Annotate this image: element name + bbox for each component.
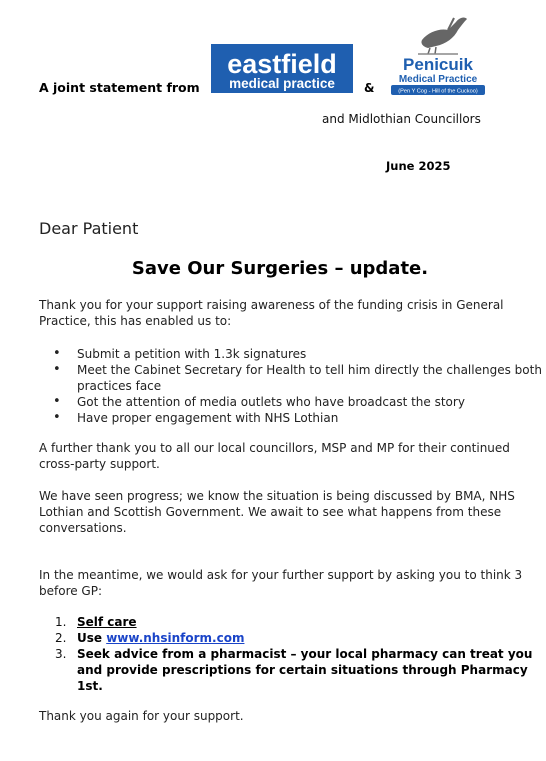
eastfield-logo xyxy=(211,44,353,93)
ampersand: & xyxy=(364,81,375,95)
list-item xyxy=(55,614,546,630)
letter-date: June 2025 xyxy=(386,159,451,173)
eastfield-logo-line1: eastfield xyxy=(227,49,337,79)
list-item xyxy=(55,630,546,646)
nhsinform-link[interactable]: www.nhsinform.com xyxy=(106,631,245,645)
list-item xyxy=(55,646,546,694)
eastfield-logo-line2: medical practice xyxy=(229,76,335,91)
self-care-link[interactable]: Self care xyxy=(77,615,137,629)
step-number: 2. xyxy=(55,631,67,645)
step-prefix: Use xyxy=(77,631,107,645)
joint-statement-label: A joint statement from xyxy=(39,80,200,95)
thanks-councillors-paragraph: A further thank you to all our local councillors, MSP and MP for their continued cross-party support. xyxy=(39,441,510,471)
closing-line: Thank you again for your support. xyxy=(39,709,244,723)
intro-paragraph: Thank you for your support raising awareness of the funding crisis in General Practice, this has enabled us to: xyxy=(39,298,504,328)
penicuik-logo-tagline: (Pen Y Cog - Hill of the Cuckoo) xyxy=(398,88,478,95)
think-3-before-gp-list xyxy=(39,614,546,694)
request-paragraph: In the meantime, we would ask for your further support by asking you to think 3 before GP: xyxy=(39,568,523,598)
achievements-list xyxy=(39,346,546,426)
penicuik-logo-line2: Medical Practice xyxy=(398,74,478,85)
list-item: • Have proper engagement with NHS Lothian xyxy=(77,410,546,426)
greeting: Dear Patient xyxy=(39,219,139,238)
eastfield-logo-graphic xyxy=(211,44,353,93)
progress-paragraph: We have seen progress; we know the situation is being discussed by BMA, NHS Lothian and Scottish Government. We await to see what happens from these conversations. xyxy=(39,489,515,535)
letter-title: Save Our Surgeries – update. xyxy=(131,258,429,279)
list-item: • Submit a petition with 1.3k signatures xyxy=(77,346,546,362)
cuckoo-bird-icon xyxy=(418,18,467,54)
penicuik-logo-graphic xyxy=(388,14,488,98)
pharmacist-advice-text: Seek advice from a pharmacist – your local pharmacy can treat you and provide prescriptions for certain situations through Pharmacy 1st. xyxy=(77,647,533,693)
list-item: • Got the attention of media outlets who have broadcast the story xyxy=(77,394,546,410)
step-number: 3. xyxy=(55,647,67,661)
penicuik-logo xyxy=(388,14,488,98)
councillors-line: and Midlothian Councillors xyxy=(322,112,481,126)
penicuik-logo-line1: Penicuik xyxy=(403,55,473,74)
list-item: • Meet the Cabinet Secretary for Health to tell him directly the challenges both practices face xyxy=(77,362,546,394)
step-number: 1. xyxy=(55,615,67,629)
